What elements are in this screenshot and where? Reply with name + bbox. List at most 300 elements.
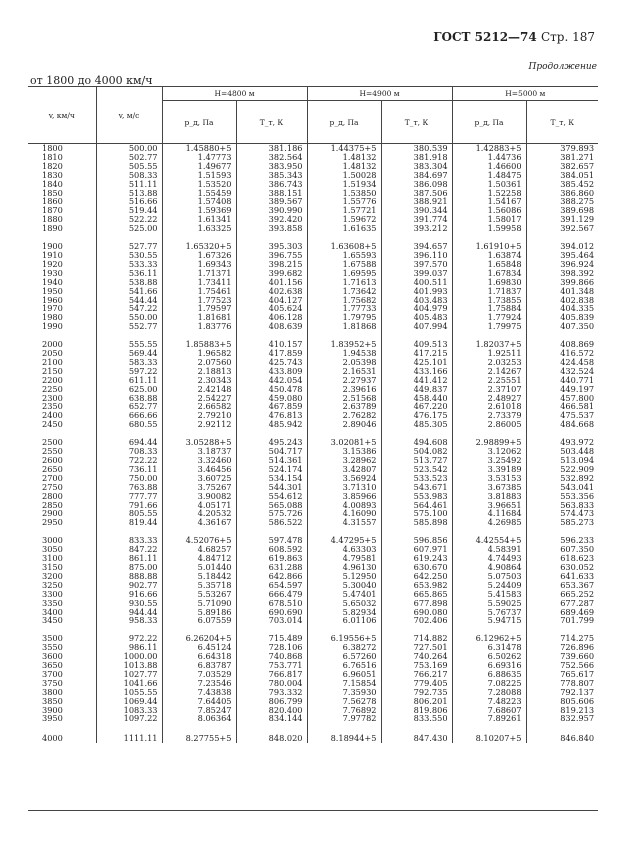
atmosphere-table bbox=[28, 86, 598, 743]
block-separator bbox=[28, 723, 598, 732]
cell-p-4800: 1.65320+5 bbox=[162, 242, 236, 251]
cell-v-kmh: 1890 bbox=[28, 224, 96, 233]
cell-t-4900: 564.461 bbox=[381, 501, 452, 510]
cell-t-5000: 846.840 bbox=[560, 733, 595, 744]
cell-p-4800: 1.51593 bbox=[162, 171, 236, 180]
cell-t-4900: 387.506 bbox=[381, 189, 452, 198]
cell-v-ms: 736.11 bbox=[96, 465, 162, 474]
cell-t-5000: 391.129 bbox=[560, 214, 595, 225]
cell-v-ms: 805.55 bbox=[96, 509, 162, 518]
table-bottom-rule bbox=[28, 810, 598, 811]
cell-p-5000: 1.77924 bbox=[452, 313, 526, 322]
cell-t-4800: 820.400 bbox=[236, 706, 307, 715]
cell-p-5000: 3.53153 bbox=[452, 474, 526, 483]
cell-p-5000: 1.56086 bbox=[452, 206, 526, 215]
cell-v-ms: 861.11 bbox=[96, 554, 162, 563]
table-row bbox=[28, 616, 598, 625]
cell-t-4800: 575.726 bbox=[236, 509, 307, 518]
cell-v-ms: 1000.00 bbox=[96, 652, 162, 661]
cell-p-4900: 1.57721 bbox=[307, 206, 381, 215]
cell-p-5000: 1.58017 bbox=[452, 215, 526, 224]
cell-p-4900: 2.16531 bbox=[307, 367, 381, 376]
cell-p-4800: 1.57408 bbox=[162, 197, 236, 206]
cell-t-5000: 384.051 bbox=[560, 169, 595, 180]
cell-v-kmh: 1850 bbox=[28, 189, 96, 198]
cell-v-kmh: 2300 bbox=[28, 394, 96, 403]
col-t: T_т, К bbox=[236, 101, 307, 144]
cell-t-5000: 399.866 bbox=[560, 276, 595, 287]
cell-v-ms: 511.11 bbox=[96, 180, 162, 189]
separator-cell bbox=[381, 723, 452, 732]
cell-t-4800: 383.950 bbox=[236, 162, 307, 171]
cell-t-4800: 780.004 bbox=[236, 679, 307, 688]
cell-v-kmh: 2750 bbox=[28, 483, 96, 492]
cell-t-4900: 397.570 bbox=[381, 260, 452, 269]
cell-v-kmh: 1840 bbox=[28, 180, 96, 189]
cell-t-4800: 399.682 bbox=[236, 269, 307, 278]
cell-t-4900: 403.483 bbox=[381, 296, 452, 305]
cell-p-4900: 7.76892 bbox=[307, 706, 381, 715]
cell-v-kmh: 1810 bbox=[28, 153, 96, 162]
col-t: T_т, К bbox=[381, 101, 452, 144]
cell-t-4900: 702.406 bbox=[381, 616, 452, 625]
cell-p-4800: 8.27755+5 bbox=[162, 732, 236, 743]
group-h4900: H=4900 м bbox=[307, 87, 452, 101]
continuation-label: Продолжение bbox=[528, 62, 597, 72]
cell-v-ms: 519.44 bbox=[96, 206, 162, 215]
cell-v-kmh: 2650 bbox=[28, 465, 96, 474]
cell-p-4800: 1.96582 bbox=[162, 349, 236, 358]
cell-p-5000: 6.69316 bbox=[452, 661, 526, 670]
table-row bbox=[28, 732, 598, 743]
cell-p-4800: 1.83776 bbox=[162, 322, 236, 331]
cell-t-4800: 402.638 bbox=[236, 287, 307, 296]
cell-t-5000: 385.452 bbox=[560, 178, 595, 189]
cell-t-4800: 396.755 bbox=[236, 251, 307, 260]
cell-p-4900: 6.01106 bbox=[307, 616, 381, 625]
cell-t-4800: 392.420 bbox=[236, 215, 307, 224]
cell-p-4800: 1.55459 bbox=[162, 189, 236, 198]
cell-t-4800: 406.128 bbox=[236, 313, 307, 322]
cell-t-4900: 401.993 bbox=[381, 287, 452, 296]
cell-v-ms: 944.44 bbox=[96, 608, 162, 617]
cell-t-4900: 384.697 bbox=[381, 171, 452, 180]
cell-t-4800: 753.771 bbox=[236, 661, 307, 670]
cell-t-4900: 393.212 bbox=[381, 224, 452, 233]
cell-t-4800: 410.157 bbox=[236, 340, 307, 349]
cell-p-4800: 4.36167 bbox=[162, 518, 236, 527]
cell-p-5000: 1.48475 bbox=[452, 171, 526, 180]
cell-p-4900: 7.97782 bbox=[307, 714, 381, 723]
cell-t-5000: 404.335 bbox=[560, 303, 595, 314]
cell-t-5000: 389.698 bbox=[560, 205, 595, 216]
cell-p-4800: 5.53267 bbox=[162, 590, 236, 599]
cell-v-kmh: 3000 bbox=[28, 536, 96, 545]
cell-p-4900: 1.44375+5 bbox=[307, 144, 381, 153]
cell-p-4900: 3.85966 bbox=[307, 492, 381, 501]
cell-v-kmh: 1920 bbox=[28, 260, 96, 269]
cell-p-4900: 1.94538 bbox=[307, 349, 381, 358]
cell-v-ms: 513.88 bbox=[96, 189, 162, 198]
cell-t-4900: 407.994 bbox=[381, 322, 452, 331]
cell-p-4900: 1.51934 bbox=[307, 180, 381, 189]
cell-t-5000: 386.860 bbox=[560, 187, 595, 198]
cell-t-4800: 678.510 bbox=[236, 599, 307, 608]
cell-p-4800: 3.90082 bbox=[162, 492, 236, 501]
cell-t-4800: 442.054 bbox=[236, 376, 307, 385]
cell-v-ms: 958.33 bbox=[96, 616, 162, 625]
cell-t-5000: 553.356 bbox=[560, 490, 595, 501]
cell-t-5000: 408.869 bbox=[560, 339, 595, 350]
cell-v-kmh: 3250 bbox=[28, 581, 96, 590]
cell-v-ms: 1041.66 bbox=[96, 679, 162, 688]
cell-p-5000: 4.42554+5 bbox=[452, 536, 526, 545]
cell-p-4900: 3.71310 bbox=[307, 483, 381, 492]
cell-t-4800: 728.106 bbox=[236, 643, 307, 652]
cell-t-5000: 440.771 bbox=[560, 374, 595, 385]
cell-p-4800: 7.64405 bbox=[162, 697, 236, 706]
cell-t-4800: 654.597 bbox=[236, 581, 307, 590]
cell-p-5000: 5.24409 bbox=[452, 581, 526, 590]
cell-v-ms: 541.66 bbox=[96, 287, 162, 296]
cell-p-4900: 2.63789 bbox=[307, 402, 381, 411]
cell-p-4800: 1.71371 bbox=[162, 269, 236, 278]
cell-p-4900: 2.39616 bbox=[307, 385, 381, 394]
cell-p-4800: 1.69343 bbox=[162, 260, 236, 269]
cell-p-4900: 6.76516 bbox=[307, 661, 381, 670]
cell-t-5000: 457.800 bbox=[560, 392, 595, 403]
cell-v-kmh: 1910 bbox=[28, 251, 96, 260]
col-t: T_т, К bbox=[526, 101, 598, 144]
table-row bbox=[28, 224, 598, 233]
cell-v-kmh: 1930 bbox=[28, 269, 96, 278]
cell-t-5000: 630.052 bbox=[560, 561, 595, 572]
cell-t-4900: 740.264 bbox=[381, 652, 452, 661]
cell-t-4900: 833.550 bbox=[381, 714, 452, 723]
cell-t-4900: 380.539 bbox=[381, 144, 452, 153]
cell-t-5000: 388.275 bbox=[560, 196, 595, 207]
cell-t-4900: 404.979 bbox=[381, 304, 452, 313]
cell-p-4800: 7.85247 bbox=[162, 706, 236, 715]
cell-p-4900: 6.38272 bbox=[307, 643, 381, 652]
cell-p-4900: 3.15386 bbox=[307, 447, 381, 456]
cell-t-4800: 534.154 bbox=[236, 474, 307, 483]
cell-t-5000: 792.137 bbox=[560, 686, 595, 697]
cell-v-kmh: 3600 bbox=[28, 652, 96, 661]
cell-v-kmh: 2700 bbox=[28, 474, 96, 483]
cell-p-4900: 5.30040 bbox=[307, 581, 381, 590]
cell-p-4900: 7.35930 bbox=[307, 688, 381, 697]
cell-p-4900: 1.55776 bbox=[307, 197, 381, 206]
cell-v-ms: 1069.44 bbox=[96, 697, 162, 706]
table-body bbox=[28, 144, 598, 744]
cell-t-4800: 586.522 bbox=[236, 518, 307, 527]
cell-p-4800: 2.66582 bbox=[162, 402, 236, 411]
cell-t-4800: 467.859 bbox=[236, 402, 307, 411]
cell-p-5000: 1.69830 bbox=[452, 278, 526, 287]
cell-p-4900: 1.63608+5 bbox=[307, 242, 381, 251]
cell-t-5000: 596.233 bbox=[560, 535, 595, 546]
cell-p-4800: 6.07559 bbox=[162, 616, 236, 625]
cell-p-4800: 2.30343 bbox=[162, 376, 236, 385]
cell-v-ms: 533.33 bbox=[96, 260, 162, 269]
cell-t-4900: 523.542 bbox=[381, 465, 452, 474]
cell-v-kmh: 3300 bbox=[28, 590, 96, 599]
cell-t-5000: 398.392 bbox=[560, 267, 595, 278]
cell-p-5000: 5.94715 bbox=[452, 616, 526, 625]
cell-v-ms: 819.44 bbox=[96, 518, 162, 527]
cell-p-4800: 2.18813 bbox=[162, 367, 236, 376]
cell-t-4900: 388.921 bbox=[381, 197, 452, 206]
cell-t-5000: 532.892 bbox=[560, 472, 595, 483]
cell-t-4900: 399.037 bbox=[381, 269, 452, 278]
col-v-ms: v, м/с bbox=[96, 87, 162, 144]
cell-v-ms: 888.88 bbox=[96, 572, 162, 581]
cell-p-5000: 3.39189 bbox=[452, 465, 526, 474]
cell-p-4900: 1.77733 bbox=[307, 304, 381, 313]
cell-p-4900: 1.81868 bbox=[307, 322, 381, 331]
cell-p-4900: 7.56278 bbox=[307, 697, 381, 706]
cell-p-4900: 2.05398 bbox=[307, 358, 381, 367]
cell-v-ms: 847.22 bbox=[96, 545, 162, 554]
cell-p-4800: 6.83787 bbox=[162, 661, 236, 670]
cell-p-4900: 3.28962 bbox=[307, 456, 381, 465]
table-row bbox=[28, 420, 598, 429]
cell-t-4900: 381.918 bbox=[381, 153, 452, 162]
cell-t-5000: 513.094 bbox=[560, 455, 595, 465]
cell-p-4800: 6.26204+5 bbox=[162, 634, 236, 643]
cell-p-5000: 3.25492 bbox=[452, 456, 526, 465]
cell-t-4900: 665.865 bbox=[381, 590, 452, 599]
cell-p-4800: 7.23546 bbox=[162, 679, 236, 688]
cell-p-4900: 4.31557 bbox=[307, 518, 381, 527]
cell-t-4800: 544.301 bbox=[236, 483, 307, 492]
cell-v-ms: 500.00 bbox=[96, 144, 162, 153]
cell-t-5000: 503.448 bbox=[560, 446, 595, 457]
cell-v-ms: 791.66 bbox=[96, 501, 162, 510]
cell-v-kmh: 2250 bbox=[28, 385, 96, 394]
cell-v-kmh: 3050 bbox=[28, 545, 96, 554]
cell-t-5000: 701.799 bbox=[560, 615, 595, 626]
cell-t-5000: 641.633 bbox=[560, 570, 595, 581]
cell-t-4800: 389.567 bbox=[236, 197, 307, 206]
cell-t-4900: 485.305 bbox=[381, 420, 452, 429]
cell-t-4800: 597.478 bbox=[236, 536, 307, 545]
cell-v-kmh: 2900 bbox=[28, 509, 96, 518]
cell-v-kmh: 2150 bbox=[28, 367, 96, 376]
cell-v-ms: 902.77 bbox=[96, 581, 162, 590]
cell-p-5000: 7.68607 bbox=[452, 706, 526, 715]
cell-t-4900: 596.856 bbox=[381, 536, 452, 545]
cell-p-4900: 1.61635 bbox=[307, 224, 381, 233]
cell-v-kmh: 3500 bbox=[28, 634, 96, 643]
page-header bbox=[433, 30, 595, 44]
cell-t-4800: 619.863 bbox=[236, 554, 307, 563]
cell-p-5000: 1.59958 bbox=[452, 224, 526, 233]
cell-v-ms: 680.55 bbox=[96, 420, 162, 429]
cell-p-4800: 1.63325 bbox=[162, 224, 236, 233]
cell-t-4900: 458.440 bbox=[381, 394, 452, 403]
cell-t-4800: 476.813 bbox=[236, 411, 307, 420]
cell-v-ms: 550.00 bbox=[96, 313, 162, 322]
cell-t-5000: 381.271 bbox=[560, 151, 595, 162]
cell-v-kmh: 3900 bbox=[28, 706, 96, 715]
cell-v-kmh: 3850 bbox=[28, 697, 96, 706]
cell-p-5000: 2.61018 bbox=[452, 402, 526, 411]
cell-t-4800: 806.799 bbox=[236, 697, 307, 706]
cell-t-5000: 653.367 bbox=[560, 579, 595, 590]
cell-v-ms: 625.00 bbox=[96, 385, 162, 394]
cell-p-5000: 7.28088 bbox=[452, 688, 526, 697]
cell-p-4800: 6.64318 bbox=[162, 652, 236, 661]
cell-p-4800: 6.45124 bbox=[162, 643, 236, 652]
cell-p-4800: 2.07560 bbox=[162, 358, 236, 367]
cell-v-ms: 875.00 bbox=[96, 563, 162, 572]
cell-v-kmh: 1980 bbox=[28, 313, 96, 322]
cell-v-ms: 538.88 bbox=[96, 278, 162, 287]
cell-t-4800: 388.151 bbox=[236, 189, 307, 198]
cell-t-4800: 740.868 bbox=[236, 652, 307, 661]
group-h5000: H=5000 м bbox=[452, 87, 598, 101]
cell-t-4800: 393.858 bbox=[236, 224, 307, 233]
cell-p-4900: 3.42807 bbox=[307, 465, 381, 474]
cell-t-4900: 441.412 bbox=[381, 376, 452, 385]
cell-p-5000: 4.90864 bbox=[452, 563, 526, 572]
cell-v-kmh: 2100 bbox=[28, 358, 96, 367]
cell-t-4900: 386.098 bbox=[381, 180, 452, 189]
cell-p-5000: 4.11684 bbox=[452, 509, 526, 518]
cell-t-4800: 514.361 bbox=[236, 456, 307, 465]
cell-p-5000: 5.59025 bbox=[452, 599, 526, 608]
cell-p-4900: 4.79581 bbox=[307, 554, 381, 563]
cell-v-kmh: 1950 bbox=[28, 287, 96, 296]
cell-p-5000: 6.88635 bbox=[452, 670, 526, 679]
cell-v-kmh: 1860 bbox=[28, 197, 96, 206]
cell-p-4900: 1.67588 bbox=[307, 260, 381, 269]
cell-p-4900: 6.96051 bbox=[307, 670, 381, 679]
cell-p-5000: 4.74493 bbox=[452, 554, 526, 563]
cell-p-5000: 8.10207+5 bbox=[452, 732, 526, 743]
cell-t-4900: 513.727 bbox=[381, 456, 452, 465]
cell-t-5000: 739.660 bbox=[560, 651, 595, 662]
cell-t-4800: 401.156 bbox=[236, 278, 307, 287]
cell-p-4900: 2.76282 bbox=[307, 411, 381, 420]
cell-p-4800: 1.49677 bbox=[162, 162, 236, 171]
cell-t-5000: 395.464 bbox=[560, 249, 595, 260]
cell-t-4900: 819.806 bbox=[381, 706, 452, 715]
cell-v-kmh: 3100 bbox=[28, 554, 96, 563]
cell-t-4800: 690.690 bbox=[236, 608, 307, 617]
cell-t-5000: 618.623 bbox=[560, 553, 595, 564]
cell-v-ms: 597.22 bbox=[96, 367, 162, 376]
cell-p-4800: 5.01440 bbox=[162, 563, 236, 572]
cell-p-5000: 7.89261 bbox=[452, 714, 526, 723]
cell-p-4800: 1.59369 bbox=[162, 206, 236, 215]
cell-p-4800: 2.79210 bbox=[162, 411, 236, 420]
cell-p-4800: 1.85883+5 bbox=[162, 340, 236, 349]
cell-t-5000: 677.287 bbox=[560, 597, 595, 608]
cell-p-4800: 7.43838 bbox=[162, 688, 236, 697]
cell-t-5000: 714.275 bbox=[560, 633, 595, 644]
cell-v-kmh: 2850 bbox=[28, 501, 96, 510]
cell-v-kmh: 1900 bbox=[28, 242, 96, 251]
cell-v-kmh: 3700 bbox=[28, 670, 96, 679]
cell-p-4900: 7.15854 bbox=[307, 679, 381, 688]
cell-v-ms: 722.22 bbox=[96, 456, 162, 465]
table-row bbox=[28, 714, 598, 723]
cell-t-4900: 396.110 bbox=[381, 251, 452, 260]
cell-t-4800: 565.088 bbox=[236, 501, 307, 510]
cell-p-5000: 1.42883+5 bbox=[452, 144, 526, 153]
cell-t-4900: 619.243 bbox=[381, 554, 452, 563]
cell-t-4900: 543.671 bbox=[381, 483, 452, 492]
cell-v-ms: 527.77 bbox=[96, 242, 162, 251]
cell-p-5000: 5.41583 bbox=[452, 590, 526, 599]
cell-p-4900: 5.65032 bbox=[307, 599, 381, 608]
cell-p-5000: 6.50262 bbox=[452, 652, 526, 661]
cell-v-ms: 555.55 bbox=[96, 340, 162, 349]
cell-v-kmh: 3400 bbox=[28, 608, 96, 617]
cell-v-ms: 916.66 bbox=[96, 590, 162, 599]
cell-p-4800: 3.32460 bbox=[162, 456, 236, 465]
cell-p-5000: 1.54167 bbox=[452, 197, 526, 206]
cell-v-kmh: 1820 bbox=[28, 162, 96, 171]
cell-v-kmh: 2950 bbox=[28, 518, 96, 527]
cell-t-4800: 715.489 bbox=[236, 634, 307, 643]
cell-v-ms: 833.33 bbox=[96, 536, 162, 545]
cell-v-ms: 508.33 bbox=[96, 171, 162, 180]
cell-p-4900: 1.79795 bbox=[307, 313, 381, 322]
cell-t-5000: 484.668 bbox=[560, 419, 595, 430]
cell-p-4900: 2.89046 bbox=[307, 420, 381, 429]
cell-t-4800: 703.014 bbox=[236, 616, 307, 625]
cell-t-4800: 504.717 bbox=[236, 447, 307, 456]
cell-v-kmh: 3550 bbox=[28, 643, 96, 652]
cell-p-4800: 2.54227 bbox=[162, 394, 236, 403]
cell-p-5000: 2.98899+5 bbox=[452, 438, 526, 447]
cell-v-kmh: 2050 bbox=[28, 349, 96, 358]
cell-p-5000: 5.07503 bbox=[452, 572, 526, 581]
cell-p-5000: 1.50361 bbox=[452, 180, 526, 189]
cell-t-4900: 806.201 bbox=[381, 697, 452, 706]
cell-t-5000: 382.657 bbox=[560, 160, 595, 171]
cell-t-4900: 653.982 bbox=[381, 581, 452, 590]
cell-t-4800: 425.743 bbox=[236, 358, 307, 367]
cell-t-5000: 543.041 bbox=[560, 481, 595, 492]
cell-p-5000: 2.86005 bbox=[452, 420, 526, 429]
cell-t-4800: 554.612 bbox=[236, 492, 307, 501]
cell-p-4800: 4.68257 bbox=[162, 545, 236, 554]
cell-v-ms: 516.66 bbox=[96, 197, 162, 206]
cell-t-4900: 394.657 bbox=[381, 242, 452, 251]
cell-v-ms: 583.33 bbox=[96, 358, 162, 367]
cell-p-4800: 1.75461 bbox=[162, 287, 236, 296]
cell-t-4800: 385.343 bbox=[236, 171, 307, 180]
cell-p-4800: 1.81681 bbox=[162, 313, 236, 322]
cell-p-4900: 4.63303 bbox=[307, 545, 381, 554]
cell-v-ms: 1097.22 bbox=[96, 714, 162, 723]
cell-v-kmh: 1800 bbox=[28, 144, 96, 153]
cell-t-5000: 765.617 bbox=[560, 668, 595, 679]
cell-p-5000: 1.79975 bbox=[452, 322, 526, 331]
table-row bbox=[28, 518, 598, 527]
cell-v-ms: 505.55 bbox=[96, 162, 162, 171]
cell-p-4900: 5.47401 bbox=[307, 590, 381, 599]
cell-v-ms: 544.44 bbox=[96, 296, 162, 305]
cell-p-4900: 1.48132 bbox=[307, 153, 381, 162]
cell-t-4900: 449.837 bbox=[381, 385, 452, 394]
cell-p-4800: 4.05171 bbox=[162, 501, 236, 510]
